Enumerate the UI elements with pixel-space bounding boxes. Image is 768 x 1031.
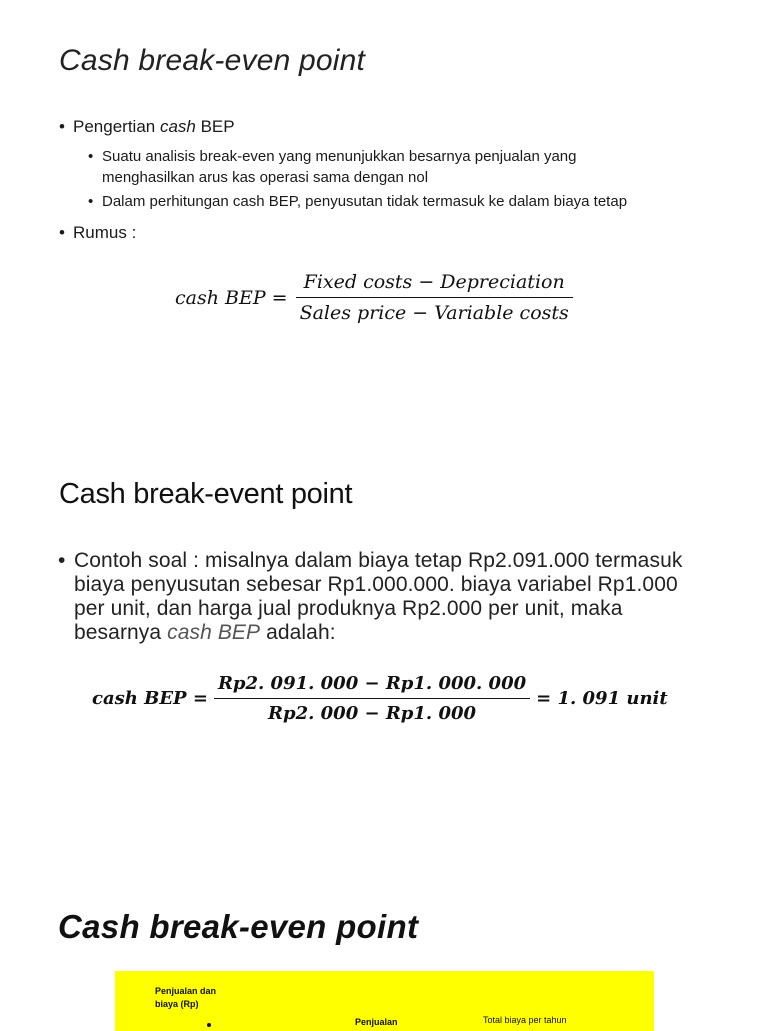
formula-lhs: cash BEP = (175, 286, 288, 309)
chart-axis-label: Penjualan dan biaya (Rp) (155, 986, 217, 1009)
slide1-title: Cash break-even point (59, 44, 366, 77)
formula-numerator: Fixed costs − Depreciation (303, 271, 565, 293)
bullet-rumus: • Rumus : (59, 223, 137, 242)
formula-example-lhs: cash BEP = (92, 688, 208, 709)
bullet-dot: • (58, 549, 66, 572)
formula-example-result: = 1. 091 unit (536, 688, 668, 709)
formula-example (92, 673, 668, 724)
chart-total-cost-label: Total biaya per tahun (483, 1015, 567, 1025)
formula-example-fraction (214, 673, 530, 724)
example-paragraph: • Contoh soal : misalnya dalam biaya tetap Rp2.091.000 termasuk biaya penyusutan sebesar Rp1.000.000. biaya variabel Rp1.000 per unit, dan harga jual produknya Rp2.000 per unit, maka besarnya cash BEP adalah: (58, 549, 683, 644)
slide3-title: Cash break-even point (58, 908, 419, 945)
bullet-pengertian: • Pengertian cash BEP (59, 117, 235, 136)
slide2-title: Cash break-event point (59, 478, 353, 510)
bullet-dot: • (88, 193, 94, 210)
chart-sales-label: Penjualan (355, 1017, 398, 1027)
sub-bullet-1: • Suatu analisis break-even yang menunjukkan besarnya penjualan yang menghasilkan arus kas operasi sama dengan nol (88, 148, 577, 186)
bullet-dot: • (88, 148, 94, 165)
formula-denominator: Sales price − Variable costs (299, 302, 569, 324)
break-even-chart (115, 971, 654, 1031)
formula-fraction (296, 271, 573, 324)
formula-example-numerator: Rp2. 091. 000 − Rp1. 000. 000 (217, 673, 527, 694)
bullet-dot: • (59, 223, 65, 242)
sub-bullet-2: • Dalam perhitungan cash BEP, penyusutan tidak termasuk ke dalam biaya tetap (88, 193, 628, 210)
formula-cash-bep (175, 271, 573, 324)
bullet-dot: • (59, 117, 65, 136)
formula-example-denominator: Rp2. 000 − Rp1. 000 (268, 703, 477, 724)
